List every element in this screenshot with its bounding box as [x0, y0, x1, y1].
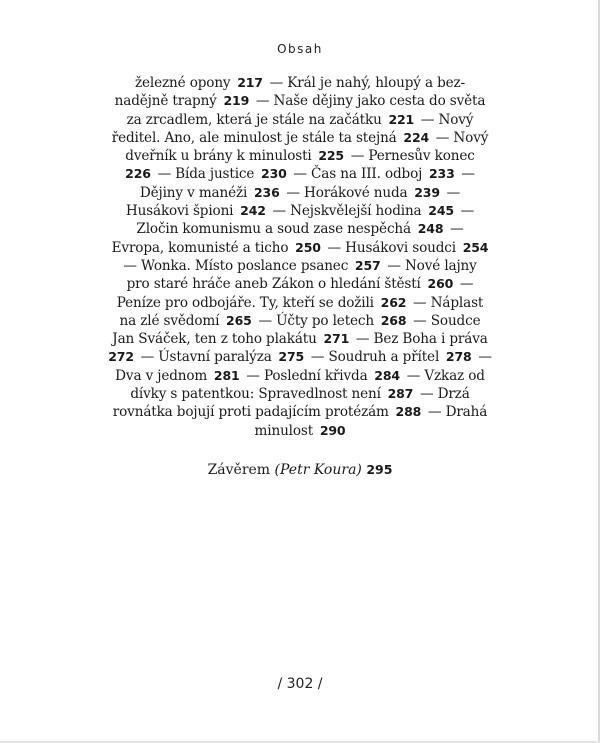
- toc-line: [98, 92, 502, 110]
- toc-entry-text: — Čas na III. odboj: [293, 166, 423, 183]
- toc-page-number: 224: [403, 129, 430, 145]
- toc-entry-text: za zrcadlem, která je stále na začátku: [126, 111, 382, 128]
- toc-line: [98, 239, 502, 257]
- page-number: / 302 /: [277, 676, 323, 692]
- toc-entry-text: — Horákové nuda: [286, 184, 408, 201]
- toc-entry-text: pro staré hráče aneb Zákon o hledání štěstí: [126, 276, 421, 293]
- toc-entry-text: — Nové lajny: [387, 257, 477, 274]
- toc-page-number: 281: [213, 367, 240, 383]
- toc-entry-text: — Drzá: [419, 386, 470, 403]
- toc-entry-text: Peníze pro odbojáře. Ty, kteří se dožili: [116, 294, 374, 311]
- toc-entry-text: na zlé svědomí: [119, 312, 220, 329]
- toc-line: [98, 294, 502, 312]
- toc-line: [98, 129, 502, 147]
- toc-entry-conclusion: [0, 462, 600, 478]
- toc-page-number: 262: [380, 294, 407, 310]
- toc-entry-text: Dějiny v manéži: [139, 184, 248, 201]
- toc-page-number: 225: [318, 148, 344, 164]
- toc-page-number: 265: [226, 312, 252, 328]
- toc-page-number: 284: [374, 367, 400, 383]
- toc-entry-text: — Bída justice: [157, 166, 255, 183]
- toc-line: [98, 312, 502, 330]
- toc-page-number: 239: [414, 184, 440, 200]
- toc-page-number: 219: [223, 93, 250, 109]
- toc-entry-text: Dva v jednom: [115, 367, 208, 384]
- toc-page-number: 221: [388, 111, 415, 127]
- toc-entry-text: ředitel. Ano, ale minulost je stále ta stejná: [111, 129, 397, 146]
- toc-entry-text: — Bez Boha i práva: [355, 331, 488, 348]
- toc-line: [98, 348, 502, 366]
- toc-entry-text: — Nový: [435, 129, 489, 146]
- toc-line: [98, 184, 502, 202]
- toc-entry-text: Jan Sváček, ten z toho plakátu: [112, 331, 317, 348]
- toc-entry-text: — Soudruh a přítel: [310, 349, 440, 366]
- toc-page-number: 288: [395, 404, 422, 420]
- toc-entry-text: — Wonka. Místo poslance psanec: [123, 257, 349, 274]
- toc-line: [98, 275, 502, 293]
- toc-page-number: 257: [354, 257, 381, 273]
- table-of-contents: [98, 74, 502, 440]
- toc-entry-text: —: [446, 184, 461, 201]
- toc-entry-text: — Ústavní paralýza: [140, 349, 272, 366]
- toc-entry-text: Husákovi špioni: [125, 203, 234, 220]
- toc-entry-text: — Vzkaz od: [406, 367, 485, 384]
- toc-entry-text: Evropa, komunisté a ticho: [111, 239, 289, 256]
- toc-page-number: 272: [108, 349, 134, 365]
- toc-entry-text: — Náplast: [413, 294, 484, 311]
- toc-page-number: 278: [445, 349, 472, 365]
- toc-entry-text: dveřník u brány k minulosti: [125, 148, 312, 165]
- toc-line: [98, 403, 502, 421]
- toc-entry-text: železné opony: [135, 75, 231, 91]
- toc-line: [98, 330, 502, 348]
- toc-entry-text: — Husákovi soudci: [327, 239, 456, 256]
- toc-page-number: 254: [462, 239, 489, 255]
- toc-entry-text: minulost: [254, 422, 314, 439]
- toc-page-number: 260: [427, 276, 454, 292]
- toc-entry-text: — Nejskvělejší hodina: [272, 203, 422, 220]
- conclusion-page-number: 295: [366, 462, 393, 477]
- toc-entry-text: Zločin komunismu a soud zase nespěchá: [136, 221, 411, 238]
- toc-line: [98, 367, 502, 385]
- toc-entry-text: —: [461, 166, 475, 183]
- toc-page-number: 217: [237, 75, 263, 90]
- toc-line: [98, 111, 502, 129]
- toc-entry-text: nadějně trapný: [114, 93, 217, 110]
- toc-line: [98, 147, 502, 165]
- toc-entry-text: —: [478, 349, 492, 366]
- toc-page-number: 226: [125, 166, 151, 182]
- conclusion-author: (Petr Koura): [274, 462, 362, 478]
- toc-page-number: 268: [380, 312, 407, 328]
- toc-line: [98, 385, 502, 403]
- toc-entry-text: — Král je nahý, hloupý a bez-: [269, 75, 465, 91]
- toc-page-number: 230: [261, 166, 287, 182]
- toc-entry-text: — Drahá: [427, 404, 488, 421]
- toc-page-number: 236: [253, 184, 280, 200]
- toc-line: [98, 165, 502, 183]
- toc-entry-text: dívky s patentkou: Spravedlnost není: [130, 386, 381, 403]
- toc-entry-text: rovnátka bojují proti padajícím protézám: [112, 404, 389, 421]
- running-header: Obsah: [277, 42, 323, 56]
- toc-entry-text: — Naše dějiny jako cesta do světa: [255, 93, 486, 110]
- toc-page-number: 233: [428, 166, 455, 182]
- toc-entry-text: — Nový: [420, 111, 474, 128]
- toc-page-number: 290: [319, 422, 346, 438]
- toc-page-number: 287: [387, 386, 414, 402]
- toc-line: [98, 74, 502, 92]
- toc-line: [98, 202, 502, 220]
- toc-page-number: 248: [417, 221, 444, 237]
- toc-entry-text: —: [450, 221, 464, 238]
- toc-page-number: 245: [428, 203, 454, 219]
- toc-entry-text: — Soudce: [413, 312, 481, 329]
- toc-page-number: 250: [295, 239, 321, 255]
- conclusion-title: Závěrem: [207, 462, 271, 478]
- toc-entry-text: — Poslední křivda: [246, 367, 368, 384]
- toc-line: [98, 257, 502, 275]
- toc-page-number: 275: [278, 349, 305, 365]
- toc-entry-text: — Pernesův konec: [350, 148, 475, 165]
- toc-entry-text: — Účty po letech: [258, 312, 374, 329]
- toc-page-number: 242: [240, 203, 266, 219]
- toc-line: [98, 220, 502, 238]
- toc-line: [98, 422, 502, 440]
- toc-page-number: 271: [323, 331, 350, 347]
- toc-entry-text: —: [460, 203, 475, 220]
- toc-entry-text: —: [459, 276, 474, 293]
